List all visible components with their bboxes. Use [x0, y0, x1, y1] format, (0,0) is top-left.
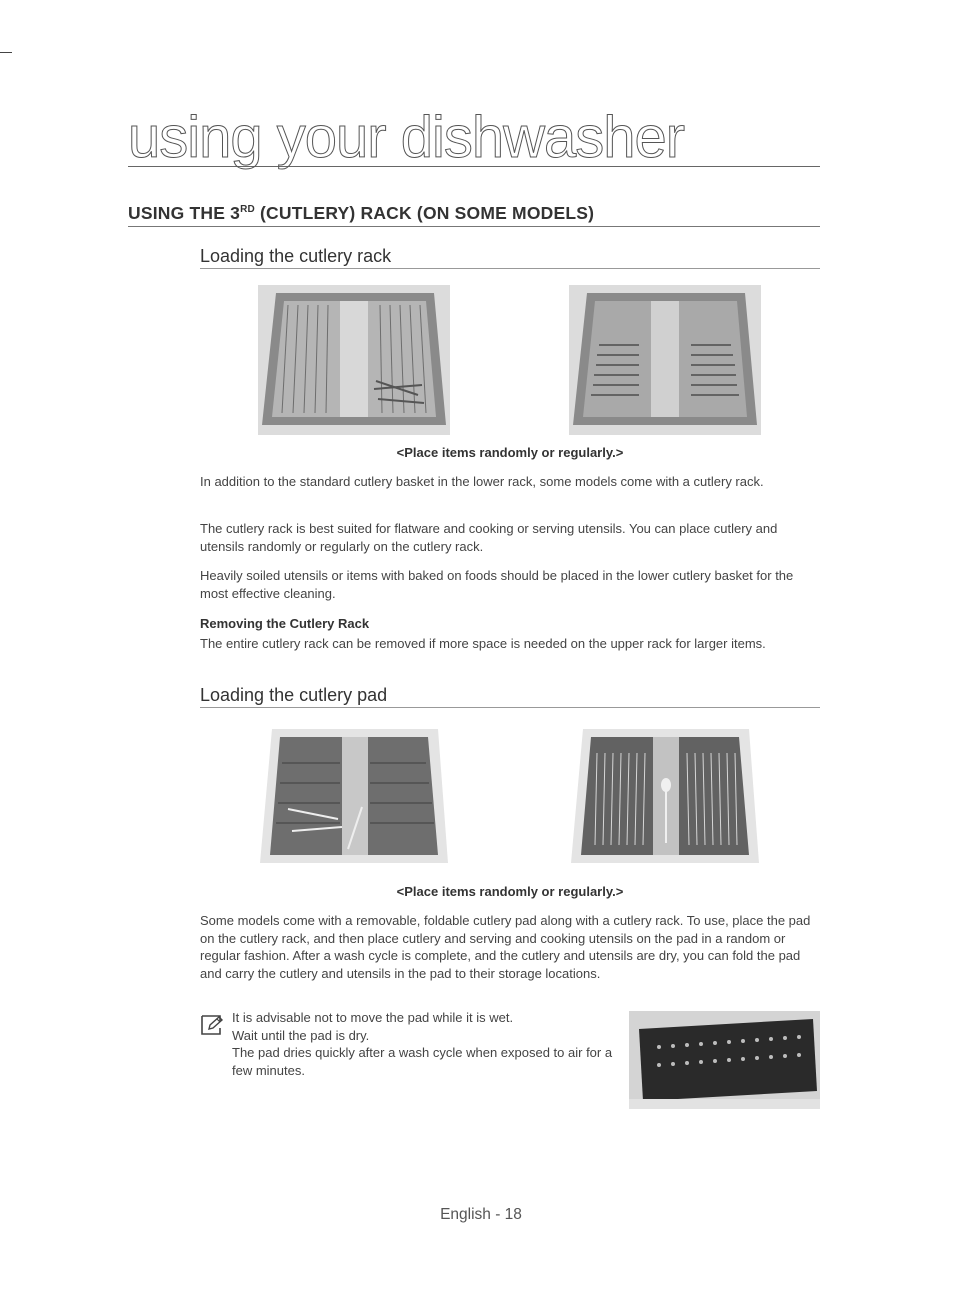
rack-paragraph-1: In addition to the standard cutlery basket in the lower rack, some models come with a cutlery rack. — [200, 474, 764, 489]
note-line-1: It is advisable not to move the pad while it is wet. — [232, 1010, 514, 1025]
note-pencil-icon — [200, 1014, 224, 1036]
pad-subheading: Loading the cutlery pad — [200, 685, 820, 708]
removing-rack-text: The entire cutlery rack can be removed if more space is needed on the upper rack for larger items. — [200, 636, 766, 651]
rack-subheading: Loading the cutlery rack — [200, 246, 820, 269]
note-line-2: Wait until the pad is dry. — [232, 1027, 370, 1043]
section-heading-superscript: RD — [240, 204, 255, 216]
folded-cutlery-pad-photo — [629, 1011, 820, 1109]
note-line-3: The pad dries quickly after a wash cycle when exposed to air for a few minutes. — [232, 1045, 613, 1078]
section-heading — [128, 203, 820, 227]
page-footer: English - 18 — [440, 1206, 522, 1223]
pad-caption: <Place items randomly or regularly.> — [396, 884, 624, 899]
cutlery-pad-random-photo — [258, 723, 450, 871]
pad-paragraph: Some models come with a removable, foldable cutlery pad along with a cutlery rack. To use, place the pad on the cutlery rack, and then place cutlery and serving and cooking utensils on the pad in a random or regular fashion. After a wash cycle is complete, and the cutlery and utensils are dry, you can fold the pad and carry the cutlery and utensils in the pad to their storage locations. — [200, 913, 811, 981]
cutlery-pad-regular-photo — [569, 723, 761, 871]
cutlery-rack-regular-photo — [569, 285, 761, 435]
note-text — [232, 1009, 622, 1079]
section-heading-prefix: USING THE 3 — [128, 203, 241, 223]
rack-caption: <Place items randomly or regularly.> — [396, 445, 624, 460]
rack-paragraph-2: The cutlery rack is best suited for flatware and cooking or serving utensils. You can place cutlery and utensils randomly or regularly on the cutlery rack. — [200, 521, 778, 554]
corner-crop-mark — [0, 52, 12, 53]
removing-rack-label: Removing the Cutlery Rack — [200, 616, 370, 631]
chapter-title: using your dishwasher — [128, 108, 820, 167]
section-heading-suffix: (CUTLERY) RACK (ON SOME MODELS) — [254, 203, 595, 223]
rack-paragraph-3: Heavily soiled utensils or items with baked on foods should be placed in the lower cutlery basket for the most effective cleaning. — [200, 568, 794, 601]
cutlery-rack-random-photo — [258, 285, 450, 435]
